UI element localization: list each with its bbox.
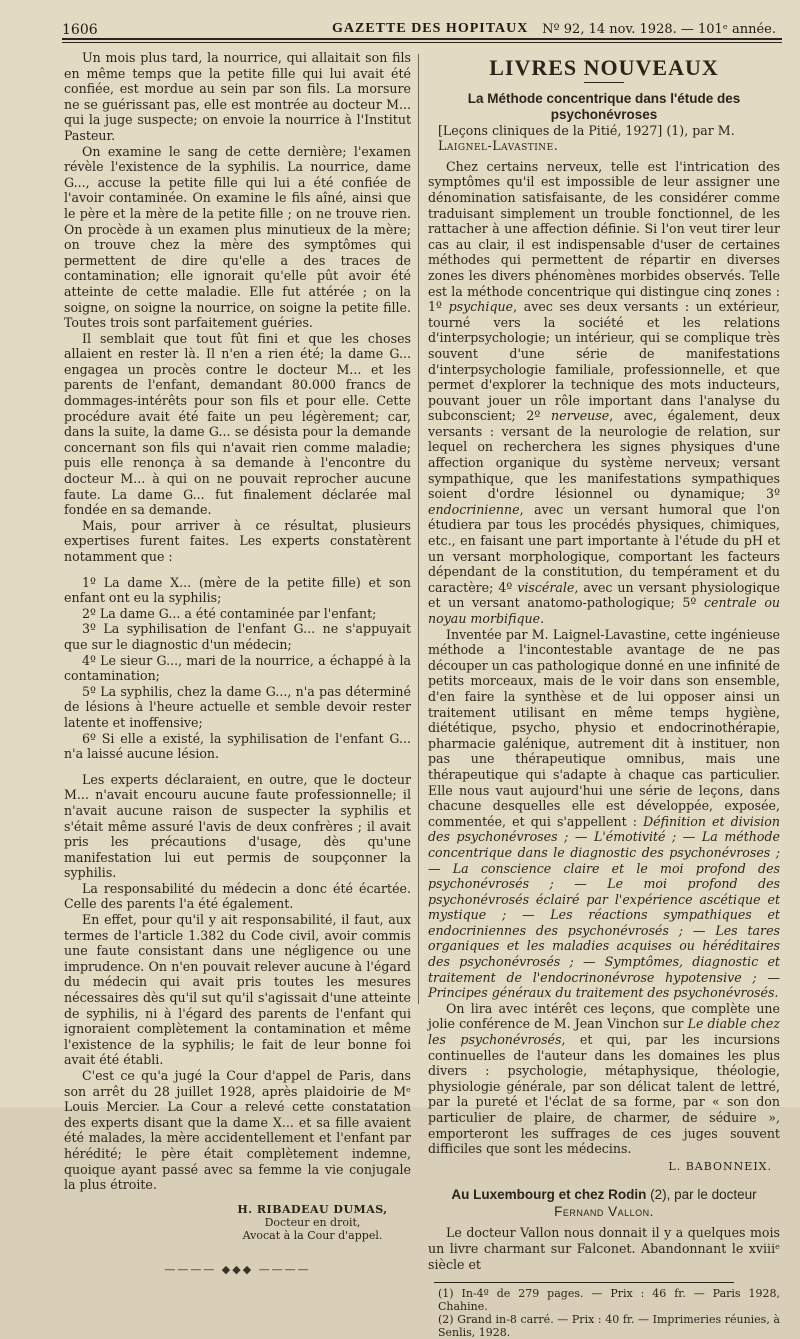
- paragraph: En effet, pour qu'il y ait responsabilité, il faut, aux termes de l'article 1.382 du Code civil, avoir commis une faute consistant dans une négligence ou une imprudence. On n'en pouvait relever aucune à l'égard du médecin qui avait pris toutes les mesures nécessaires dès qu'il sut qu'il s'agissait d'une atteinte de syphilis, ni à l'égard des parents de l'enfant qui ignoraient complètement la contamination et même l'existence de la syphilis; le fait de leur bonne foi avait été établi.: [64, 912, 411, 1068]
- text-run: , avec un versant physiologique et un versant anatomo-pathologique; 5º: [428, 579, 780, 611]
- text-run: , avec ses deux versants : un extérieur, tourné vers la société et les relations d'interpsychologie; un intérieur, qui se complique très souvent d'une série de manifestations d'interpsychologie familiale, professionnelle, et que permet d'explorer la technique des mots inducteurs, pouvant jouer un rôle important dans l'analyse du subconscient; 2º: [428, 299, 780, 424]
- text-run: , avec, également, deux versants : versant de la neurologie de relation, sur lequel on recherchera les signes physiques d'une affection organique du système nerveux; versant sympathique, que les manifestations sympathiques soient d'ordre lésionnel ou dynamique; 3º: [428, 408, 780, 502]
- italic-term: endocrinienne: [428, 501, 520, 517]
- list-item: 1º La dame X... (mère de la petite fille) et son enfant ont eu la syphilis;: [64, 574, 411, 606]
- paragraph: Chez certains nerveux, telle est l'intrication des symptômes qu'il est impossible de leur assigner une dénomination satisfaisante, de les considérer comme traduisant simplement un trouble fonctionnel, de les rattacher à une affection définie. Si l'on veut tirer leur cas au clair, il est indispensable d'user de certaines méthodes qui permettent de répartir en diverses zones les divers phénomènes morbides observés. Telle est la méthode concentrique qui distingue cinq zones : 1º psychique, avec ses deux versants : un extérieur, tourné vers la société et les relations d'interpsychologie; un intérieur, qui se complique très souvent d'une série de manifestations d'interpsychologie familiale, professionnelle, et que permet d'explorer la technique des mots inducteurs, pouvant jouer un rôle important dans l'analyse du subconscient; 2º nerveuse, avec, également, deux versants : versant de la neurologie de relation, sur lequel on recherchera les signes physiques d'une affection organique du système nerveux; versant sympathique, que les manifestations sympathiques soient d'ordre lésionnel ou dynamique; 3º endocrinienne, avec un versant humoral que l'on étudiera par tous les procédés physiques, chimiques, etc., en faisant une part importante à l'étude du pH et un versant morphologique, comportant les facteurs dépendant de la constitution, du tempérament et du caractère; 4º viscérale, avec un versant physiologique et un versant anatomo-pathologique; 5º centrale ou noyau morbifique.: [428, 158, 781, 626]
- list-item: 2º La dame G... a été contaminée par l'enfant;: [82, 605, 377, 621]
- header-rule: [62, 38, 782, 40]
- left-column: [64, 50, 411, 1277]
- italic-lessons: Définition et division des psychonévroses ; — L'émotivité ; — La méthode concentrique dans le diagnostic des psychonévroses ; — La conscience claire et le moi profond des psychonévrosés ; — Le moi profond des psychonévrosés éclairé par l'expérience ascétique et mystique ; — Les réactions sympathiques et endocriniennes des psychonévrosés ; — Les tares organiques et les maladies acquises ou héréditaires des psychonévrosés ; — Symptômes, diagnostic et traitement de l'endocrinonévrose hypotensive ; — Principes généraux du traitement des psychonévrosés.: [428, 813, 780, 1001]
- list-item: 3º La syphilisation de l'enfant G... ne s'appuyait que sur le diagnostic d'un médecin;: [64, 621, 411, 652]
- paragraph: C'est ce qu'a jugé la Cour d'appel de Paris, dans son arrêt du 28 juillet 1928, après plaidoirie de Mᵉ Louis Mercier. La Cour a relevé cette constatation des experts disant que la dame X... et sa fille avaient été malades, la mère accidentellement et l'enfant par hérédité; le père était complètement indemne, quoique ayant passé avec sa femme la vie conjugale la plus étroite.: [64, 1068, 411, 1193]
- italic-term: nerveuse: [551, 408, 610, 424]
- review-author: Laignel-Lavastine.: [438, 138, 559, 154]
- paragraph: Il semblait que tout fût fini et que les choses allaient en rester là. Il n'en a rien été; la dame G... engagea un procès contre le docteur M... et les parents de l'enfant, demandant 80.000 francs de dommages-intérêts pour son fils et pour elle. Cette procédure avait été faite un peu légèrement; car, dans la suite, la dame G... se désista pour la demande concernant son fils qui n'avait rien comme maladie; puis elle renonça à sa demande à l'encontre du docteur M... à qui on ne pouvait reprocher aucune faute. La dame G... fut finalement déclarée mal fondée en sa demande.: [64, 330, 411, 518]
- paragraph: [428, 1001, 780, 1157]
- italic-term: viscérale: [517, 579, 575, 595]
- italic-term: psychique: [448, 299, 514, 315]
- paragraph: On examine le sang de cette dernière; l'examen révèle l'existence de la syphilis. La nourrice, dame G..., accuse la petite fille qui lui a été confiée de l'avoir contaminée. On examine le fils aîné, ainsi que le père et la mère de la petite fille ; on ne trouve rien. On procède à un examen plus minutieux de la mère; on trouve chez la mère des symptômes qui permettent de dire qu'elle a des traces de contamination; elle ignorait qu'elle pût avoir été atteinte de cette maladie. Elle fut attérée ; on la soigne, on soigne la nourrice, on soigne la petite fille. Toutes trois sont parfaitement guéries.: [64, 143, 411, 331]
- right-column: [428, 50, 780, 1339]
- issue-info: Nº 92, 14 nov. 1928. — 101ᵉ année.: [542, 22, 776, 37]
- review-title: La Méthode concentrique dans l'étude des psychonévroses: [467, 90, 741, 122]
- list-item: 4º Le sieur G..., mari de la nourrice, a échappé à la contamination;: [64, 652, 411, 684]
- author-signature: [214, 1203, 411, 1242]
- text-run: , avec un versant humoral que l'on étudiera par tous les procédés physiques, chimiques, etc., en faisant une part importante à l'étude du pH et un versant morphologique, comportant les facteurs dépendant de la constitution, du tempérament et du caractère; 4º: [428, 501, 780, 595]
- paragraph: Mais, pour arriver à ce résultat, plusieurs expertises furent faites. Les experts constatèrent notamment que :: [64, 517, 411, 564]
- footnote: (1) In-4º de 279 pages. — Prix : 46 fr. — Paris 1928, Chahine.: [438, 1287, 780, 1314]
- list-item: 6º Si elle a existé, la syphilisation de l'enfant G... n'a laissé aucune lésion.: [64, 730, 411, 762]
- italic-title: Le diable chez les psychonévrosés: [428, 1016, 780, 1048]
- review2-title: Au Luxembourg et chez Rodin: [451, 1187, 647, 1203]
- title-rule: [584, 82, 624, 83]
- text-run: Chez certains nerveux, telle est l'intrication des symptômes qu'il est impossible de leur assigner une dénomination satisfaisante, de les considérer comme traduisant simplement un trouble fonctionnel, de les rattacher à une affection définie. Si l'on veut tirer leur cas au clair, il est indispensable d'user de certaines méthodes qui permettent de répartir en diverses zones les divers phénomènes morbides observés. Telle est la méthode concentrique qui distingue cinq zones : 1º: [428, 158, 780, 315]
- signature-name: H. RIBADEAU DUMAS,: [237, 1202, 388, 1216]
- paragraph: Les experts déclaraient, en outre, que le docteur M... n'avait encouru aucune faute professionnelle; il n'avait aucune raison de suspecter la syphilis et s'était même assuré l'avis de deux confrères ; il avait pris les précautions d'usage, dès qu'une manifestation lui eut permis de soupçonner la syphilis.: [64, 771, 411, 881]
- paragraph: La responsabilité du médecin a donc été écartée. Celle des parents l'a été également.: [64, 880, 411, 912]
- footnote: (2) Grand in-8 carré. — Prix : 40 fr. — Imprimeries réunies, à Senlis, 1928.: [438, 1313, 780, 1339]
- header-rule-thin: [62, 42, 782, 43]
- page-number: 1606: [62, 22, 98, 38]
- footnote-rule: [434, 1282, 734, 1283]
- review-subtitle: [428, 123, 780, 154]
- reviewer-signature: L. BABONNEIX.: [668, 1159, 772, 1173]
- text-run: On lira avec intérêt ces leçons, que complète une jolie conférence de M. Jean Vinchon sur: [428, 1000, 780, 1032]
- list-item: 5º La syphilis, chez la dame G..., n'a pas déterminé de lésions à l'heure actuelle et semble devoir rester latente et inoffensive;: [64, 683, 411, 730]
- journal-title: GAZETTE DES HOPITAUX: [332, 21, 529, 36]
- paragraph: Le docteur Vallon nous donnait il y a quelques mois un livre charmant sur Falconet. Abandonnant le xviiiᵉ siècle et: [428, 1225, 780, 1272]
- text-run: , et qui, par les incursions continuelles de l'auteur dans les domaines les plus divers : psychologie, métaphysique, théologie, physiologie générale, par son délicat talent de lettré, par la pureté et l'éclat de sa forme, par « son don particulier de plaire, de charmer, de séduire », emporteront les suffrages de ces juges souvent difficiles que sont les médecins.: [428, 1032, 780, 1157]
- paragraph: Un mois plus tard, la nourrice, qui allaitait son fils en même temps que la petite fille qui lui avait été confiée, est mordue au sein par son fils. La morsure ne se guérissant pas, elle est montrée au docteur M... qui la juge suspecte; on envoie la nourrice à l'Institut Pasteur.: [64, 50, 411, 143]
- review-author: Fernand Vallon.: [554, 1204, 654, 1220]
- italic-term: centrale ou noyau morbifique: [428, 595, 781, 626]
- ornament-divider: ———— ◆◆◆ ————: [164, 1262, 311, 1276]
- section-title: LIVRES NOUVEAUX: [489, 55, 719, 80]
- signature-title: Avocat à la Cour d'appel.: [242, 1228, 383, 1242]
- signature-title: Docteur en droit,: [264, 1215, 361, 1229]
- review-source: [Leçons cliniques de la Pitié, 1927] (1), par M.: [438, 122, 735, 138]
- review-title: [428, 1186, 780, 1220]
- paragraph: [428, 627, 780, 1001]
- review2-note: (2), par le docteur: [650, 1187, 757, 1203]
- column-separator: [418, 54, 419, 1004]
- text-run: Inventée par M. Laignel-Lavastine, cette ingénieuse méthode a l'incontestable avantage de ne pas découper un cas pathologique donné en une infinité de petits morceaux, mais de le voir dans son ensemble, d'en faire la synthèse et de lui opposer ainsi un traitement utilisant en même temps hygiène, diététique, psycho, physio et endocrinothérapie, pharmacie galénique, autrement dit à instituer, non pas une thérapeutique omnibus, mais une thérapeutique qui s'adapte à chaque cas particulier. Elle nous vaut aujourd'hui une série de leçons, dans chacune desquelles elle est développée, exposée, commentée, et qui s'appellent :: [428, 626, 780, 829]
